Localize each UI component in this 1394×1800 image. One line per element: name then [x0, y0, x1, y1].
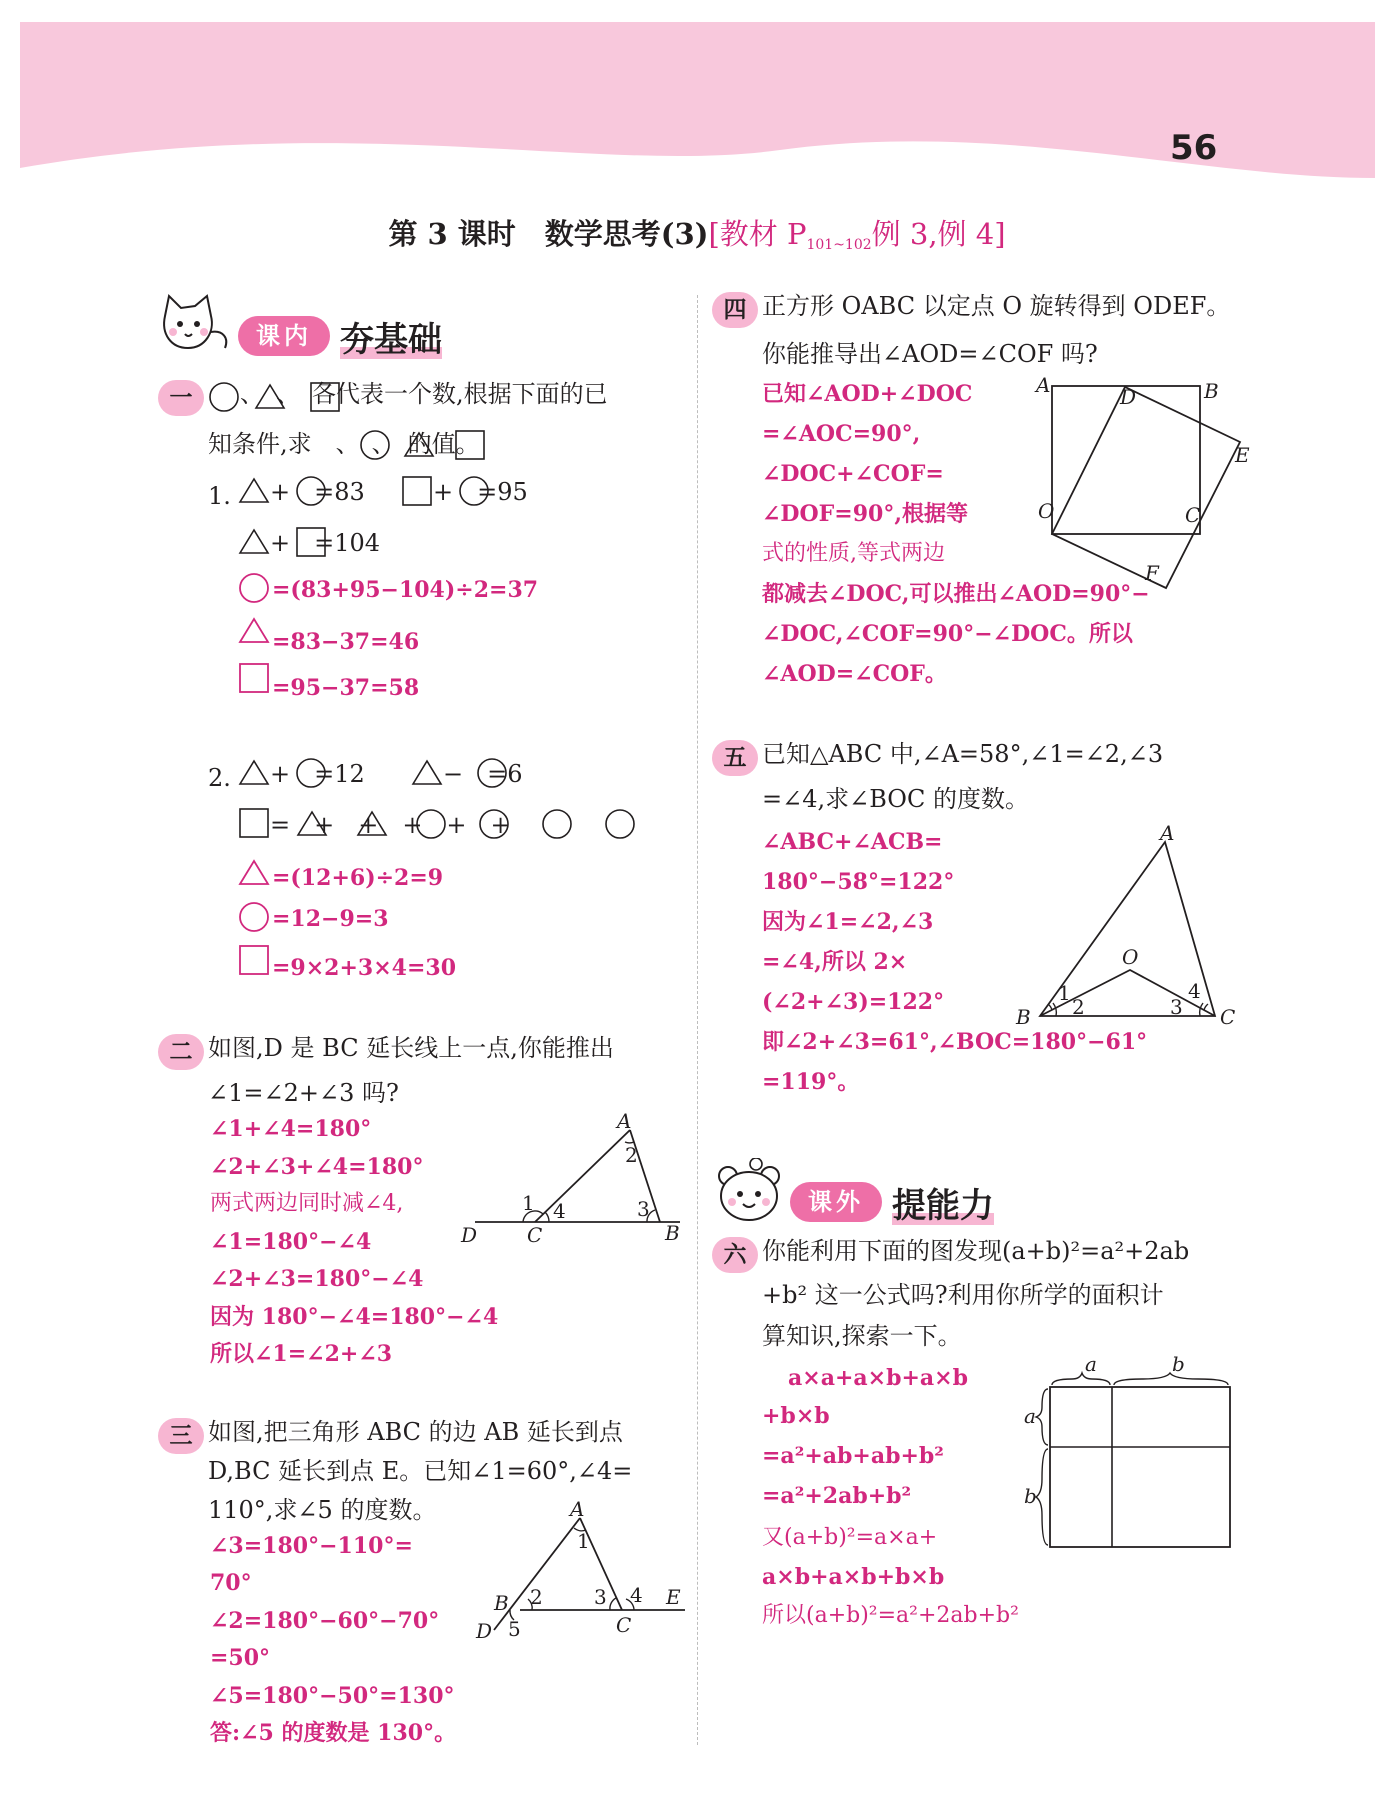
- q2-label-D: D: [461, 1223, 478, 1247]
- q1-part2-answer-1: =(12+6)÷2=9: [272, 865, 444, 891]
- q4-answer-line-8: ∠AOD=∠COF。: [762, 661, 947, 687]
- q4-answer-line-1: 已知∠AOD+∠DOC: [762, 381, 973, 407]
- q1-part1-index: 1.: [208, 482, 231, 510]
- q2-stem-line-1: 如图,D 是 BC 延长线上一点,你能推出: [208, 1034, 614, 1062]
- q5-label-C: C: [1220, 1005, 1236, 1029]
- textbook-ref-pages: 101~102: [806, 237, 872, 253]
- q4-label-D: D: [1120, 385, 1137, 409]
- q3-label-A: A: [570, 1497, 585, 1521]
- q3-answer-line-2: 70°: [210, 1570, 252, 1596]
- q1-part2-index: 2.: [208, 764, 231, 792]
- q2-answer-line-5: ∠2+∠3=180°−∠4: [210, 1266, 424, 1292]
- q4-label-A: A: [1036, 373, 1051, 397]
- q3-label-D: D: [476, 1619, 493, 1643]
- q5-label-B: B: [1016, 1005, 1031, 1029]
- q3-label-B: B: [494, 1591, 509, 1615]
- q3-angle-2: 2: [530, 1585, 543, 1609]
- q2-angle-3: 3: [637, 1197, 650, 1221]
- q1-stem-line-1: 、 、 各代表一个数,根据下面的已: [240, 380, 608, 408]
- textbook-ref: [708, 217, 1005, 251]
- page-title: [0, 212, 1394, 253]
- q6-label-b-top: b: [1172, 1352, 1185, 1376]
- q5-angle-4: 4: [1188, 979, 1201, 1003]
- textbook-ref-prefix: [教材 P: [708, 217, 807, 251]
- q6-answer-line-4: =a²+2ab+b²: [762, 1483, 912, 1509]
- q1-part1-eq1: + =83: [270, 478, 365, 506]
- q3-answer-line-1: ∠3=180°−110°=: [210, 1533, 413, 1559]
- q6-label-b-left: b: [1024, 1484, 1037, 1508]
- q4-label-F: F: [1145, 561, 1159, 585]
- q2-label-A: A: [617, 1109, 632, 1133]
- column-divider: [697, 295, 698, 1745]
- q5-angle-1: 1: [1058, 981, 1071, 1005]
- cat-mascot-icon: [155, 292, 235, 354]
- q1-part2-answer-2: =12−9=3: [272, 906, 389, 932]
- q3-stem-line-1: 如图,把三角形 ABC 的边 AB 延长到点: [208, 1418, 623, 1446]
- q6-stem-line-2: +b² 这一公式吗?利用你所学的面积计: [762, 1281, 1164, 1309]
- section-basic-label: 夯基础: [340, 312, 442, 361]
- q4-label-B: B: [1204, 379, 1219, 403]
- q4-answer-line-6: 都减去∠DOC,可以推出∠AOD=90°−: [762, 581, 1150, 607]
- q2-figure: [455, 1109, 695, 1247]
- q4-label-O: O: [1038, 499, 1055, 523]
- q3-answer-line-3: ∠2=180°−60°−70°: [210, 1608, 440, 1634]
- q4-label-E: E: [1235, 443, 1250, 467]
- header-banner: [0, 0, 1394, 200]
- q1-part1-answer-2: =83−37=46: [272, 629, 420, 655]
- bear-mascot-icon: [712, 1158, 792, 1226]
- q4-answer-line-2: =∠AOC=90°,: [762, 421, 921, 447]
- section-basic-badge: 课内: [238, 316, 330, 356]
- q4-answer-line-4: ∠DOF=90°,根据等: [762, 501, 969, 527]
- q6-label-a-top: a: [1085, 1352, 1097, 1376]
- q5-angle-2: 2: [1072, 995, 1085, 1019]
- q5-figure: [1010, 821, 1250, 1029]
- q5-answer-line-4: =∠4,所以 2×: [762, 949, 908, 975]
- q5-label-A: A: [1160, 821, 1175, 845]
- q4-stem-line-1: 正方形 OABC 以定点 O 旋转得到 ODEF。: [762, 292, 1231, 320]
- q3-figure: [470, 1497, 695, 1643]
- q3-label-E: E: [666, 1585, 681, 1609]
- q1-part1-eq2: + =95: [433, 478, 528, 506]
- q5-answer-line-7: =119°。: [762, 1069, 860, 1095]
- q2-answer-line-6: 因为 180°−∠4=180°−∠4: [210, 1304, 499, 1330]
- q1-part2-eq2: − =6: [443, 760, 523, 788]
- q3-stem-line-3: 110°,求∠5 的度数。: [208, 1496, 437, 1524]
- q3-angle-4: 4: [630, 1583, 643, 1607]
- section-extra-badge: 课外: [790, 1182, 882, 1222]
- q6-stem-line-3: 算知识,探索一下。: [762, 1322, 962, 1350]
- section-basic: [238, 312, 468, 360]
- q2-angle-2: 2: [625, 1143, 638, 1167]
- q5-answer-line-5: (∠2+∠3)=122°: [762, 989, 945, 1015]
- q3-angle-3: 3: [594, 1585, 607, 1609]
- q2-answer-line-7: 所以∠1=∠2+∠3: [210, 1341, 393, 1367]
- q5-angle-3: 3: [1170, 995, 1183, 1019]
- q1-part2-eq1: + =12: [270, 760, 365, 788]
- q2-answer-line-4: ∠1=180°−∠4: [210, 1229, 372, 1255]
- section-extra: [790, 1178, 1020, 1226]
- q3-answer-line-5: ∠5=180°−50°=130°: [210, 1683, 455, 1709]
- q6-answer-line-5: 又(a+b)²=a×a+: [762, 1525, 938, 1550]
- q6-answer-line-7: 所以(a+b)²=a²+2ab+b²: [762, 1603, 1019, 1628]
- q1-part1-eq3: + =104: [270, 529, 381, 557]
- q1-stem-line-2: 知条件,求 、 、 的值。: [208, 430, 480, 458]
- q2-angle-1: 1: [522, 1191, 535, 1215]
- question-number-5: 五: [712, 740, 758, 776]
- q6-answer-line-2: +b×b: [762, 1403, 830, 1429]
- q2-answer-line-2: ∠2+∠3+∠4=180°: [210, 1154, 424, 1180]
- q5-answer-line-6: 即∠2+∠3=61°,∠BOC=180°−61°: [762, 1029, 1148, 1055]
- question-number-6: 六: [712, 1237, 758, 1273]
- q3-label-C: C: [616, 1613, 632, 1637]
- q4-label-C: C: [1185, 503, 1201, 527]
- q2-angle-4: 4: [553, 1199, 566, 1223]
- q6-answer-line-6: a×b+a×b+b×b: [762, 1564, 945, 1590]
- q6-figure: [1024, 1352, 1240, 1555]
- lesson-title: 第 3 课时 数学思考(3): [388, 217, 709, 251]
- q4-answer-line-5: 式的性质,等式两边: [762, 541, 945, 566]
- textbook-ref-suffix: 例 3,例 4]: [871, 217, 1006, 251]
- question-number-2: 二: [158, 1034, 204, 1070]
- q1-part1-answer-3: =95−37=58: [272, 675, 420, 701]
- q5-answer-line-1: ∠ABC+∠ACB=: [762, 829, 943, 855]
- question-number-3: 三: [158, 1418, 204, 1454]
- q2-stem-line-2: ∠1=∠2+∠3 吗?: [208, 1079, 399, 1107]
- question-number-4: 四: [712, 292, 758, 328]
- q5-answer-line-3: 因为∠1=∠2,∠3: [762, 909, 934, 935]
- q6-label-a-left: a: [1024, 1404, 1036, 1428]
- q5-label-O: O: [1122, 945, 1139, 969]
- q5-answer-line-2: 180°−58°=122°: [762, 869, 955, 895]
- q5-stem-line-2: =∠4,求∠BOC 的度数。: [762, 785, 1029, 813]
- q6-stem-line-1: 你能利用下面的图发现(a+b)²=a²+2ab: [762, 1237, 1190, 1265]
- q1-part1-answer-1: =(83+95−104)÷2=37: [272, 577, 539, 603]
- q4-stem-line-2: 你能推导出∠AOD=∠COF 吗?: [762, 340, 1098, 368]
- q4-answer-line-3: ∠DOC+∠COF=: [762, 461, 944, 487]
- q2-label-B: B: [665, 1221, 680, 1245]
- section-extra-label: 提能力: [892, 1178, 994, 1227]
- q2-answer-line-1: ∠1+∠4=180°: [210, 1116, 372, 1142]
- q3-stem-line-2: D,BC 延长到点 E。已知∠1=60°,∠4=: [208, 1457, 633, 1485]
- question-number-1: 一: [158, 380, 204, 416]
- q3-angle-5: 5: [508, 1617, 521, 1641]
- q2-label-C: C: [527, 1223, 543, 1247]
- q6-answer-line-1: a×a+a×b+a×b: [788, 1365, 968, 1391]
- q6-answer-line-3: =a²+ab+ab+b²: [762, 1443, 944, 1469]
- q3-answer-line-6: 答:∠5 的度数是 130°。: [210, 1720, 457, 1746]
- q4-answer-line-7: ∠DOC,∠COF=90°−∠DOC。所以: [762, 621, 1133, 647]
- page-number: 56: [1170, 128, 1218, 168]
- q3-angle-1: 1: [577, 1529, 590, 1553]
- q1-part2-answer-3: =9×2+3×4=30: [272, 955, 457, 981]
- q5-stem-line-1: 已知△ABC 中,∠A=58°,∠1=∠2,∠3: [762, 740, 1164, 768]
- q4-figure: [1030, 370, 1250, 590]
- q2-answer-line-3: 两式两边同时减∠4,: [210, 1191, 404, 1216]
- q3-answer-line-4: =50°: [210, 1645, 271, 1671]
- q1-part2-eq3: = + + + + +: [270, 811, 511, 839]
